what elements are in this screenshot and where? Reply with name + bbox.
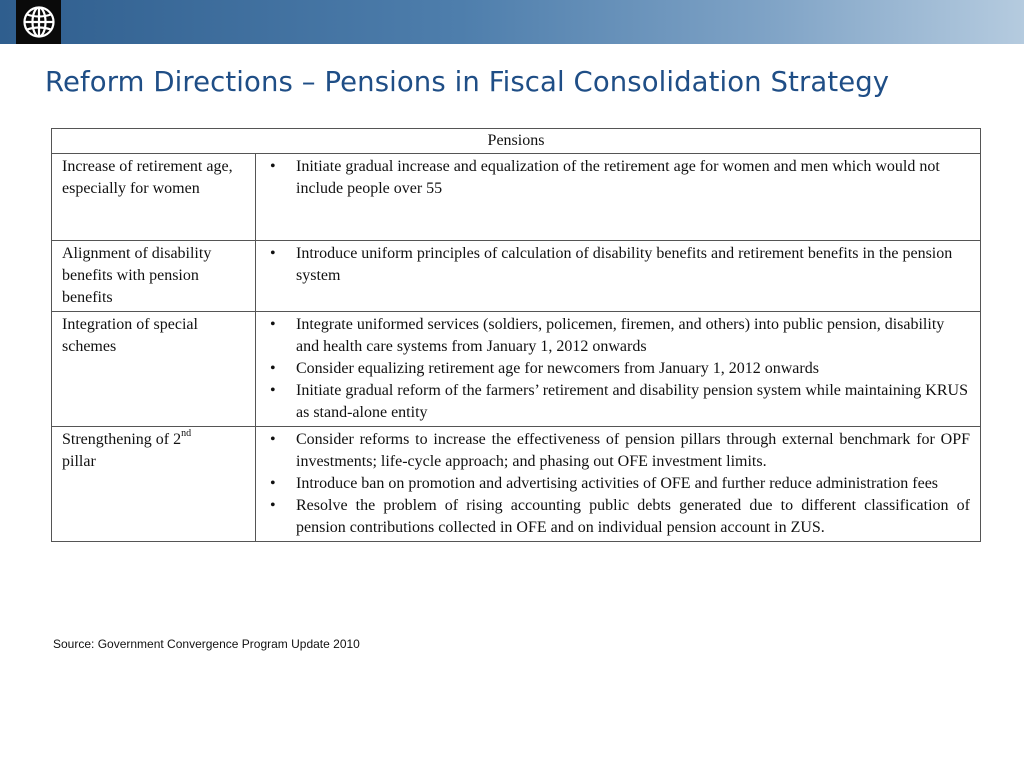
table-row [52,241,981,312]
list-item: • Integrate uniformed services (soldiers, policemen, firemen, and others) into public pension, disability and health care systems from January 1, 2012 onwards [266,314,970,358]
list-item: • Introduce ban on promotion and advertising activities of OFE and further reduce administration fees [266,473,970,495]
page-title: Reform Directions – Pensions in Fiscal Consolidation Strategy [45,66,890,98]
row-content [256,312,981,427]
row-label: Integration of special schemes [52,312,256,427]
list-item: • Resolve the problem of rising accounting public debts generated due to different classification of pension contributions collected in OFE and on individual pension account in ZUS. [266,495,970,539]
list-item: • Initiate gradual increase and equalization of the retirement age for women and men which would not include people over 55 [266,156,970,200]
row-content [256,427,981,542]
pensions-table [51,128,981,542]
list-item: • Consider equalizing retirement age for newcomers from January 1, 2012 onwards [266,358,970,380]
list-item: • Initiate gradual reform of the farmers’ retirement and disability pension system while maintaining KRUS as stand-alone entity [266,380,970,424]
source-note: Source: Government Convergence Program Update 2010 [53,637,360,651]
table-row [52,312,981,427]
row-label: Increase of retirement age, especially for women [52,154,256,241]
table-header: Pensions [52,129,981,154]
world-bank-globe-icon [22,5,56,39]
logo [16,0,61,44]
row-label-text: Strengthening of 2 [62,431,182,448]
row-label [52,427,256,542]
table-header-row [52,129,981,154]
table-row [52,154,981,241]
list-item: • Introduce uniform principles of calculation of disability benefits and retirement benefits in the pension system [266,243,970,287]
row-label-tail: pillar [62,453,96,470]
row-label: Alignment of disability benefits with pension benefits [52,241,256,312]
table-row [52,427,981,542]
row-content [256,241,981,312]
row-content [256,154,981,241]
list-item: • Consider reforms to increase the effectiveness of pension pillars through external benchmark for OPF investments; life-cycle approach; and phasing out OFE investment limits. [266,429,970,473]
header-banner [0,0,1024,44]
ordinal-suffix: nd [181,428,192,439]
